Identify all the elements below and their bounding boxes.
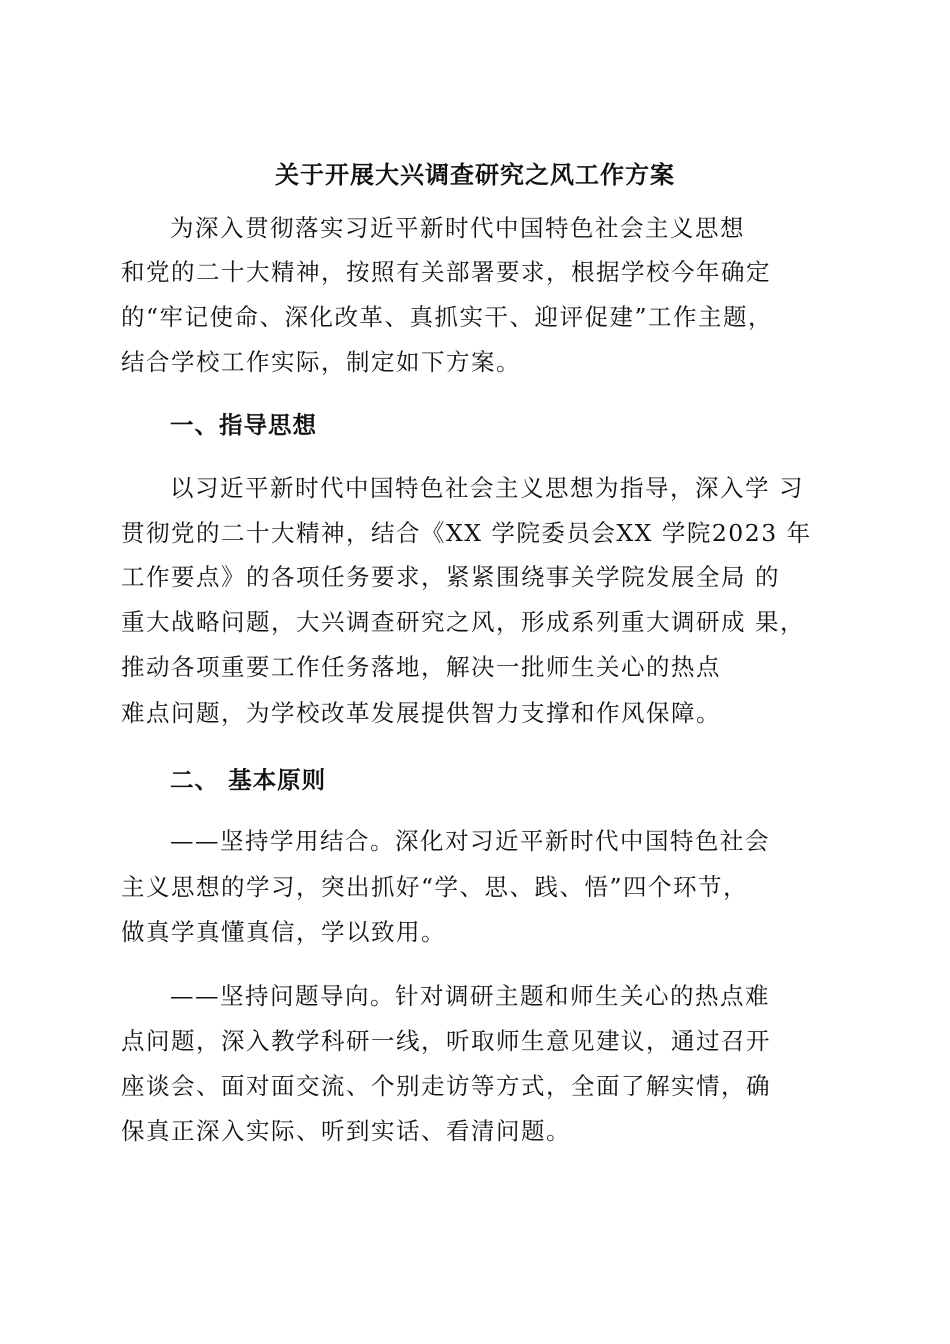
intro-line: 和党的二十大精神，按照有关部署要求，根据学校今年确定 (121, 258, 771, 286)
principle-line: 点问题，深入教学科研一线，听取师生意见建议，通过召开 (121, 1027, 771, 1055)
paragraph-line: 以习近平新时代中国特色社会主义思想为指导，深入学 习 (170, 474, 804, 502)
principle-line: 保真正深入实际、听到实话、看清问题。 (121, 1117, 571, 1145)
paragraph-line: 贯彻党的二十大精神，结合《XX 学院委员会XX 学院2023 年 (121, 519, 812, 547)
intro-line: 的“牢记使命、深化改革、真抓实干、迎评促建”工作主题， (121, 303, 774, 331)
section-heading-basic-principles: 二、 基本原则 (170, 766, 327, 794)
principle-line: ——坚持学用结合。深化对习近平新时代中国特色社会 (170, 827, 770, 855)
paragraph-line: 重大战略问题，大兴调查研究之风，形成系列重大调研成 果， (121, 608, 805, 636)
paragraph-line: 推动各项重要工作任务落地，解决一批师生关心的热点 (121, 653, 721, 681)
principle-line: 做真学真懂真信，学以致用。 (121, 918, 446, 946)
document-title: 关于开展大兴调查研究之风工作方案 (275, 161, 675, 189)
principle-line: 座谈会、面对面交流、个别走访等方式，全面了解实情，确 (121, 1072, 771, 1100)
paragraph-line: 难点问题，为学校改革发展提供智力支撑和作风保障。 (121, 699, 721, 727)
intro-line: 结合学校工作实际，制定如下方案。 (121, 348, 521, 376)
section-heading-guiding-ideology: 一、指导思想 (170, 411, 317, 439)
paragraph-line: 工作要点》的各项任务要求，紧紧围绕事关学院发展全局 的 (121, 563, 780, 591)
principle-line: 主义思想的学习，突出抓好“学、思、践、悟”四个环节， (121, 873, 749, 901)
principle-line: ——坚持问题导向。针对调研主题和师生关心的热点难 (170, 982, 770, 1010)
intro-line: 为深入贯彻落实习近平新时代中国特色社会主义思想 (170, 214, 745, 242)
